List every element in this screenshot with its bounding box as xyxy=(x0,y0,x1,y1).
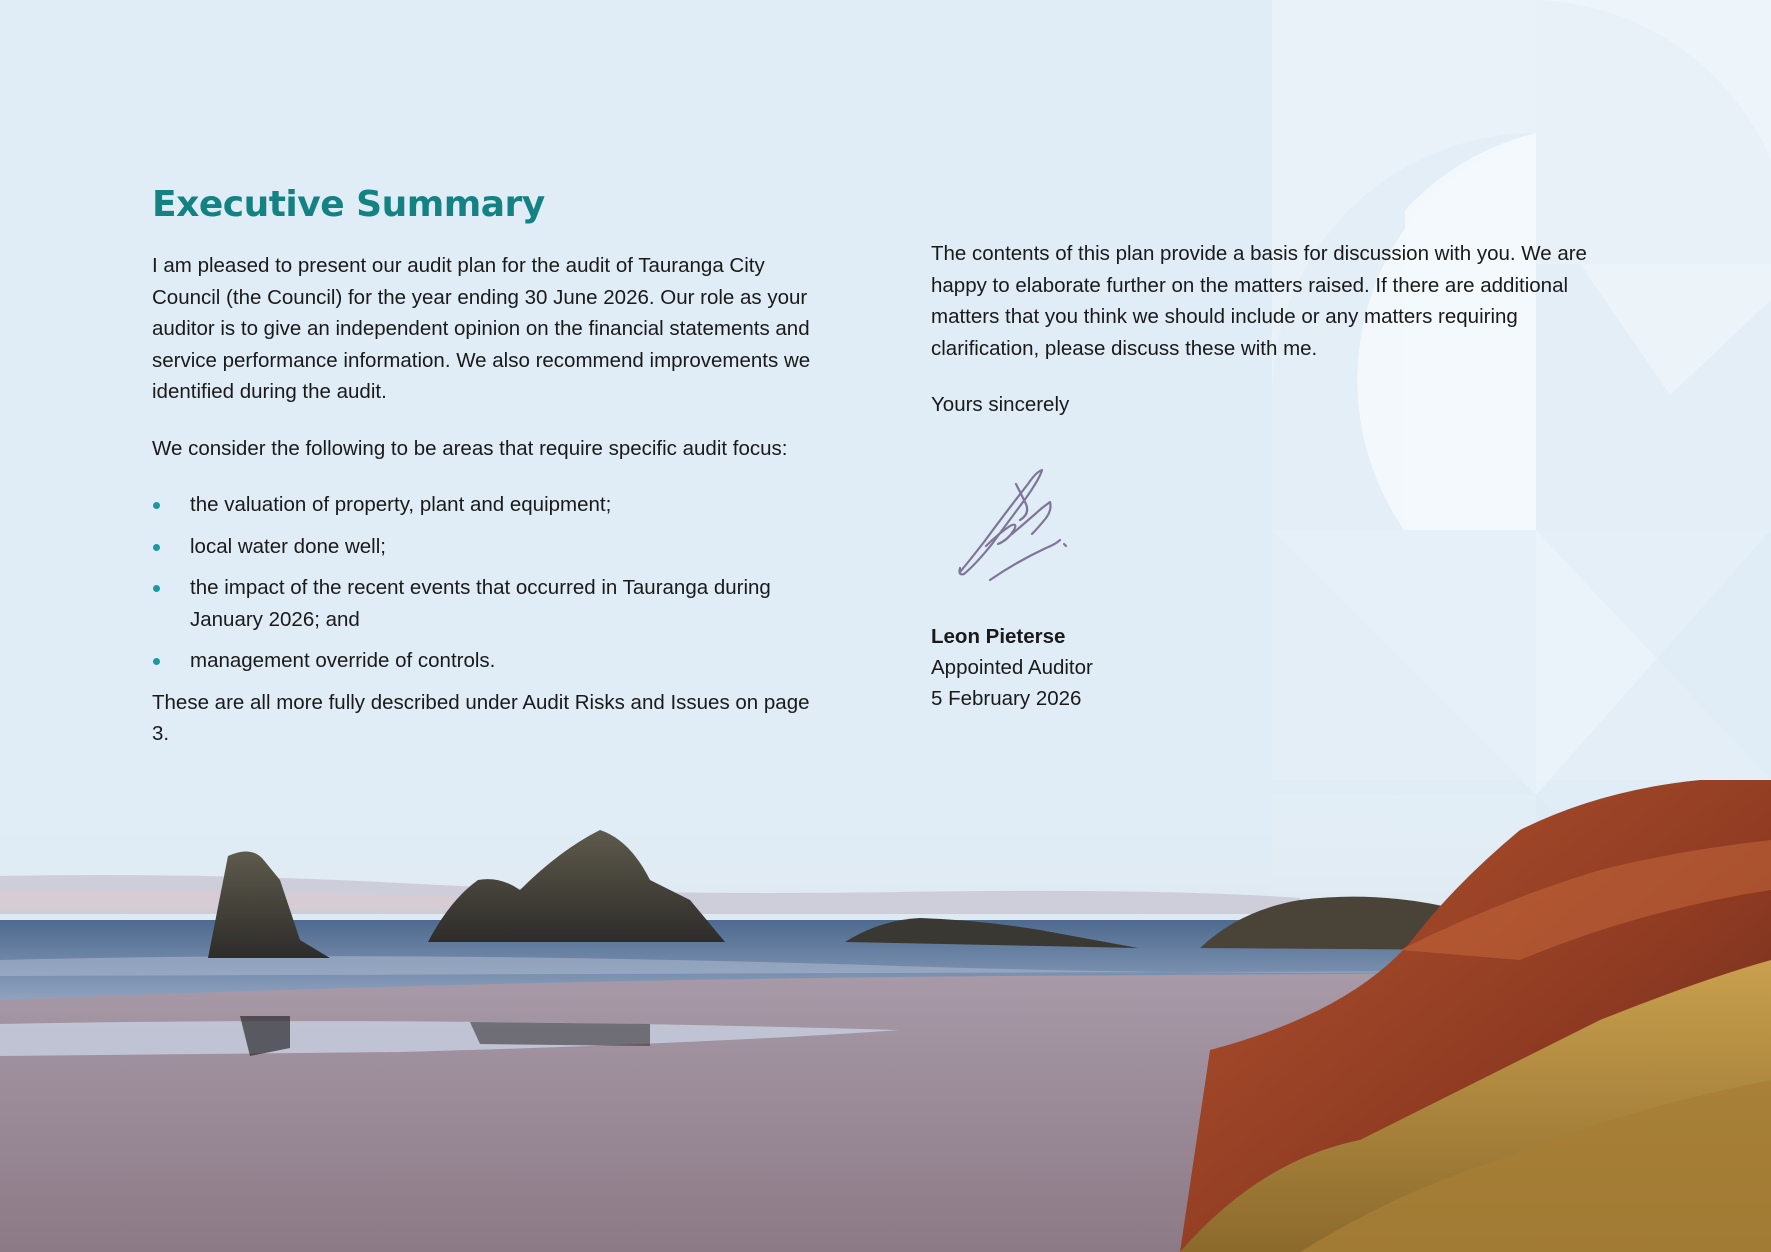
list-item-text: management override of controls. xyxy=(190,649,496,672)
closing-paragraph: These are all more fully described under Audit Risks and Issues on page 3. xyxy=(152,690,810,745)
list-item xyxy=(152,489,832,521)
left-column xyxy=(152,250,832,750)
contents-paragraph: The contents of this plan provide a basis for discussion with you. We are happy to elaborate further on the matters raised. If there are additional matters that you think we should include or any matters requiring clarification, please discuss these with me. xyxy=(931,242,1587,360)
intro-paragraph: I am pleased to present our audit plan for the audit of Tauranga City Council (the Council) for the year ending 30 June 2026. Our role as your auditor is to give an independent opinion on the financial statements and service performance information. We also recommend improvements we identified during the audit. xyxy=(152,254,811,403)
list-item xyxy=(152,645,832,677)
list-item xyxy=(152,531,832,563)
signer-block xyxy=(931,622,1093,714)
focus-intro-paragraph: We consider the following to be areas that require specific audit focus: xyxy=(152,436,788,460)
list-item-text: local water done well; xyxy=(190,534,386,558)
dot-bullet-icon xyxy=(153,502,160,509)
dot-bullet-icon xyxy=(153,658,160,665)
right-column xyxy=(931,238,1631,421)
handwritten-signature xyxy=(956,464,1090,588)
signer-title: Appointed Auditor xyxy=(931,656,1093,679)
list-item-text: the valuation of property, plant and equipment; xyxy=(190,493,612,516)
page-title: Executive Summary xyxy=(152,184,545,225)
list-item-text: the impact of the recent events that occurred in Tauranga during January 2026; and xyxy=(190,576,771,631)
beach-landscape-photo xyxy=(0,780,1771,1252)
audit-focus-list xyxy=(152,489,832,677)
dot-bullet-icon xyxy=(153,544,160,551)
signer-date: 5 February 2026 xyxy=(931,687,1082,710)
salutation: Yours sincerely xyxy=(931,393,1070,416)
list-item xyxy=(152,572,832,635)
dot-bullet-icon xyxy=(153,585,160,592)
signer-name: Leon Pieterse xyxy=(931,625,1066,648)
